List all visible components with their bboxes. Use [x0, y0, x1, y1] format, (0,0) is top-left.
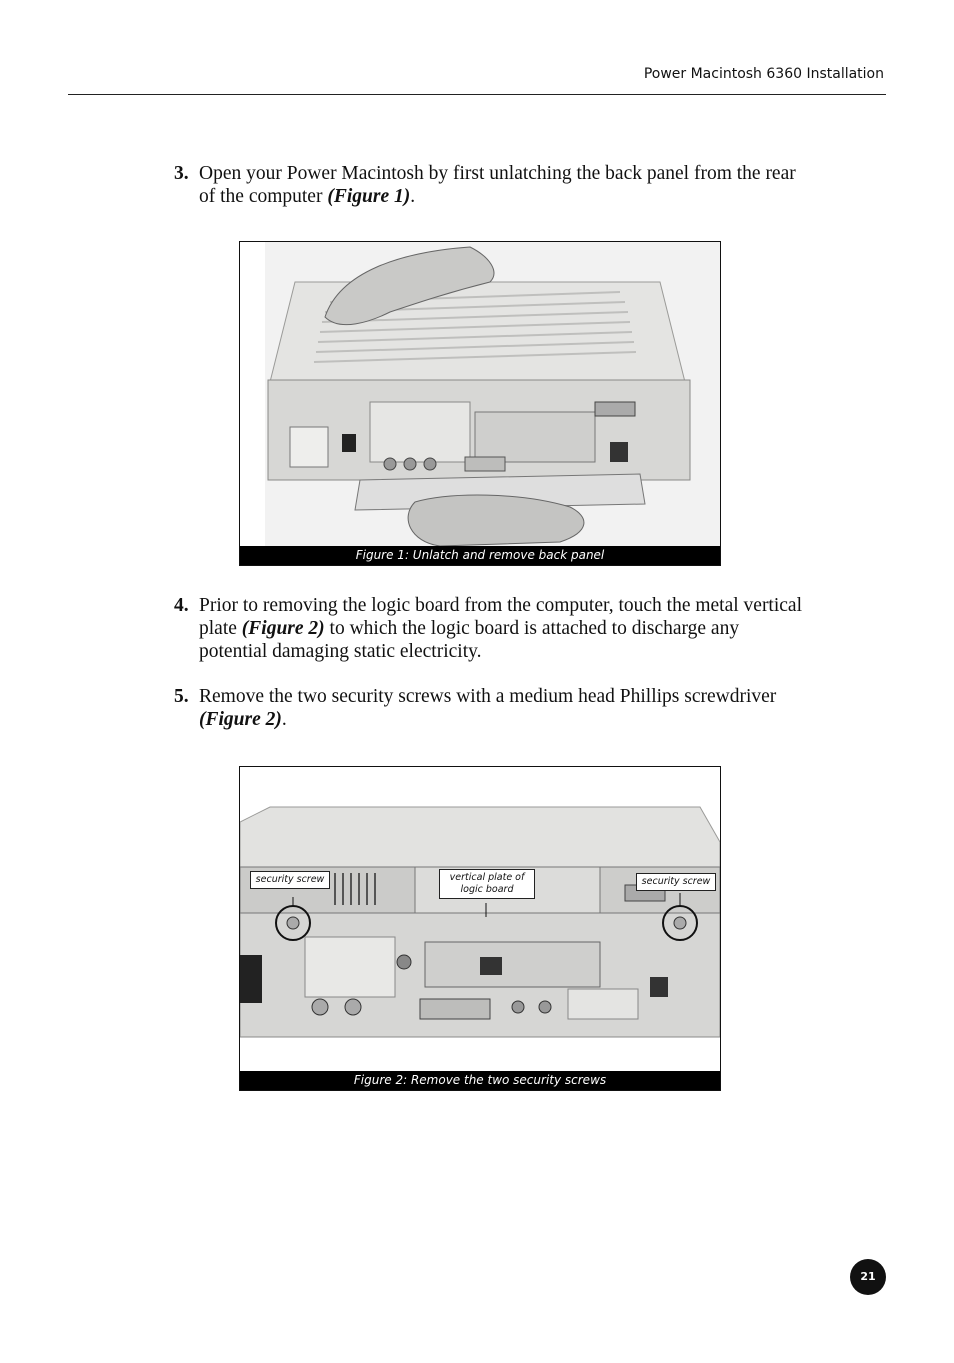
figure-1-photo: [240, 242, 720, 546]
figure-1-caption: Figure 1: Unlatch and remove back panel: [240, 546, 720, 565]
step-number: 5.: [174, 686, 189, 707]
callout-vertical-plate: vertical plate of logic board: [439, 869, 535, 899]
figure-2-photo: [240, 767, 720, 1071]
step-text: Open your Power Macintosh by first unlatching the back panel from the rear of the computer (Figure 1).: [199, 163, 796, 207]
figure-1: [239, 241, 721, 566]
step-text: Prior to removing the logic board from the computer, touch the metal vertical plate (Figure 2) to which the logic board is attached to discharge any potential damaging static electricity.: [199, 595, 802, 662]
figure-reference: (Figure 1): [327, 186, 411, 207]
step-5: [174, 685, 804, 731]
callout-right-security-screw: security screw: [636, 873, 716, 891]
step-number: 3.: [174, 163, 189, 184]
step-number: 4.: [174, 595, 189, 616]
running-header: Power Macintosh 6360 Installation: [643, 66, 884, 82]
header-rule: [68, 94, 886, 95]
figure-reference: (Figure 2): [241, 618, 325, 639]
step-text: Remove the two security screws with a medium head Phillips screwdriver (Figure 2).: [199, 686, 777, 730]
step-3: [174, 162, 804, 208]
callout-left-security-screw: security screw: [250, 871, 330, 889]
figure-2-caption: Figure 2: Remove the two security screws: [240, 1071, 720, 1090]
figure-2: [239, 766, 721, 1091]
figure-reference: (Figure 2): [199, 709, 282, 730]
step-4: [174, 594, 804, 663]
page-number-badge: 21: [850, 1259, 886, 1295]
